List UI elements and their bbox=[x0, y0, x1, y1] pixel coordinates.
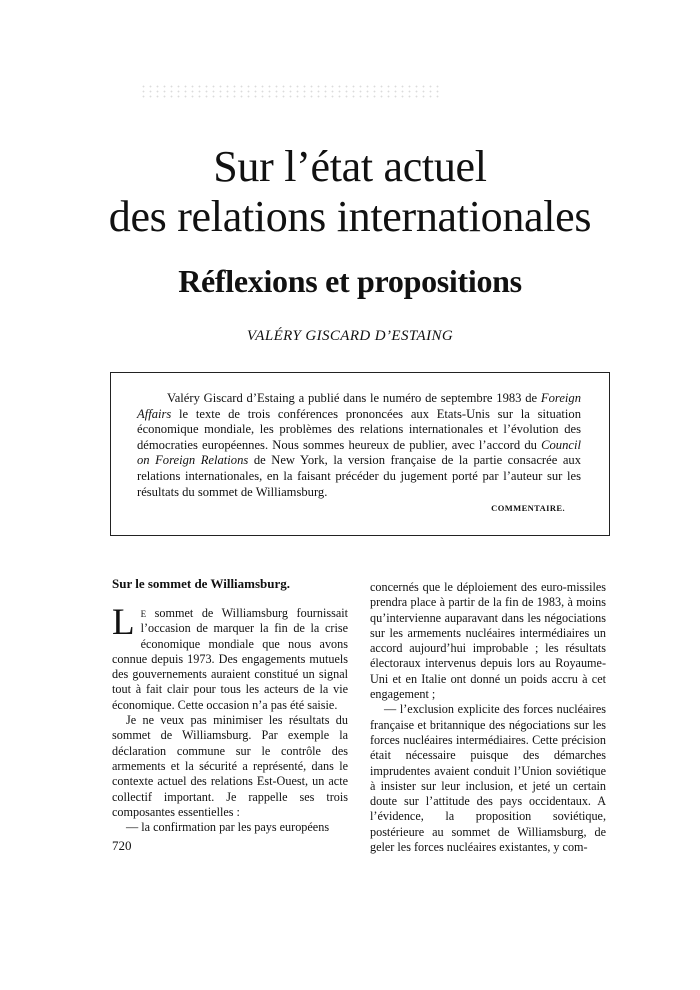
article-title-line-2: des relations internationales bbox=[108, 192, 592, 241]
right-paragraph-2: — l’exclusion explicite des forces nucléaires française et britannique des négociations sur les forces nucléaires intermédiaires. Cette précision était nécessaire puisque des démarches imprudentes avaient conduit l’Union soviétique à insister sur leur inclusion, et jeté un certain doute sur l’attitude des pays occidentaux. A l’évidence, la proposition soviétique, postérieure au sommet de Williamsburg, de geler les forces nucléaires existantes, y com- bbox=[370, 702, 606, 855]
paragraph-3: — la confirmation par les pays européens bbox=[126, 820, 330, 835]
paragraph-2: Je ne veux pas minimiser les résultats du sommet de Williamsburg. Par exemple la déclaration commune sur le contrôle des armements et la sécurité a représenté, dans le contexte actuel des relations Est-Ouest, un acte collectif important. Je rappelle ses trois composantes essentielles : bbox=[112, 713, 348, 819]
paragraph-1-text: sommet de Williamsburg fournissait l’occasion de marquer la fin de la crise économique mondiale que nous avons connue depuis 1973. Des engagements mutuels des gouvernements auraient constitué un signal tout à fait clair pour tous les acteurs de la vie économique. Cette occasion n’a pas été saisie. bbox=[112, 606, 348, 712]
article-title-line-1: Sur l’état actuel bbox=[213, 142, 487, 191]
right-paragraph-1: concernés que le déploiement des euro-missiles prendra place à partir de la fin de 1983, à moins qu’intervienne auparavant dans les négociations sur les armements nucléaires intermédiaires un accord aujourd’hui improbable ; les résultats électoraux intervenus depuis lors au Royaume-Uni et en Italie ont donné un poids accru à cet engagement ; bbox=[370, 580, 606, 702]
intro-text-part-3: de New York, la version française de la partie consacrée aux relations internationales, en la faisant précéder du jugement porté par l’auteur sur les résultats du sommet de Williamsburg. bbox=[137, 453, 582, 499]
column-left bbox=[112, 576, 348, 835]
column-right bbox=[370, 580, 606, 855]
section-heading: Sur le sommet de Williamsburg. bbox=[112, 576, 291, 591]
paragraph-1 bbox=[112, 602, 348, 713]
intro-signature: COMMENTAIRE. bbox=[491, 503, 565, 513]
intro-council-name: Council on Foreign Relations bbox=[137, 437, 581, 468]
page-number: 720 bbox=[112, 838, 132, 853]
intro-text bbox=[137, 391, 581, 500]
intro-text-part-2: le texte de trois conférences prononcées aux Etats-Unis sur la situation économique mondiale, les problèmes des relations internationales et l’évolution des démocraties européennes. Nous sommes heureux de publier, avec l’accord du bbox=[137, 406, 581, 452]
article-subtitle: Réflexions et propositions bbox=[178, 263, 522, 299]
drop-cap: L bbox=[112, 602, 135, 643]
intro-box bbox=[110, 372, 610, 536]
scan-noise bbox=[140, 84, 440, 98]
intro-journal-name: Foreign Affairs bbox=[137, 391, 581, 421]
intro-text-part-1: Valéry Giscard d’Estaing a publié dans le numéro de septembre 1983 de bbox=[167, 391, 541, 405]
author-name: VALÉRY GISCARD D’ESTAING bbox=[246, 328, 454, 344]
first-word-rest: e bbox=[140, 606, 147, 620]
